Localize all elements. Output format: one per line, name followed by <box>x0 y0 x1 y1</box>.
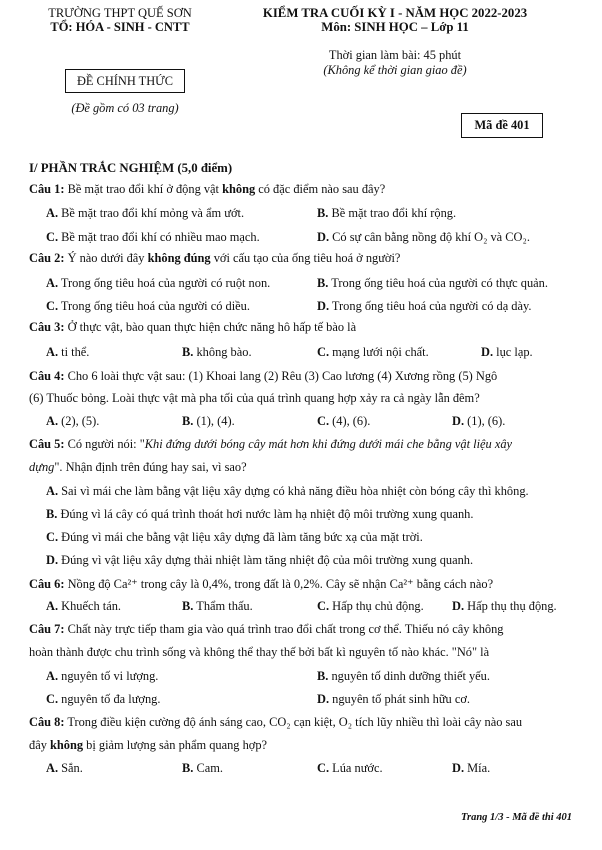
q3-option-a: A. ti thể. <box>46 345 90 359</box>
q8-post2: bị giảm lượng sản phẩm quang hợp? <box>83 738 268 752</box>
q4-label: Câu 4: <box>29 369 65 383</box>
department-name: TỔ: HÓA - SINH - CNTT <box>50 20 190 34</box>
q4-option-d: D. (1), (6). <box>452 414 506 428</box>
q7-option-a: A. nguyên tố vi lượng. <box>46 669 159 683</box>
question-1 <box>29 182 385 197</box>
q1-option-c: C. Bề mặt trao đổi khí có nhiều mao mạch. <box>46 230 260 244</box>
q3-option-c: C. mạng lưới nội chất. <box>317 345 429 359</box>
q1-option-d: D. Có sự cân bằng nồng độ khí O₂ và CO₂. <box>317 230 530 244</box>
q8-text: Trong điều kiện cường độ ánh sáng cao, CO₂ cạn kiệt, O₂ tích lũy nhiều thì loài cây nào sau <box>64 715 523 729</box>
question-7-line2: hoàn thành được chu trình sống và không thể thay thế bởi bất kì nguyên tố nào khác. "Nó" là <box>29 645 490 659</box>
exam-title: KIỂM TRA CUỐI KỲ I - NĂM HỌC 2022-2023 <box>262 6 528 20</box>
question-5 <box>29 437 512 452</box>
subject-line: Môn: SINH HỌC – Lớp 11 <box>321 20 469 34</box>
question-5-line2 <box>29 460 247 475</box>
pages-note: (Đề gồm có 03 trang) <box>71 101 179 115</box>
question-6 <box>29 576 493 592</box>
q7-text: Chất này trực tiếp tham gia vào quá trình trao đổi chất trong cơ thể. Thiếu nó cây không <box>64 622 504 636</box>
q1-option-a: A. Bề mặt trao đổi khí mỏng và ẩm ướt. <box>46 206 245 220</box>
q8-option-d: D. Mía. <box>452 761 491 775</box>
q5-option-a: A. Sai vì mái che làm bằng vật liệu xây dựng có khả năng điều hòa nhiệt còn bóng cây thì không. <box>46 484 529 498</box>
q5-option-c: C. Đúng vì mái che bằng vật liệu xây dựng đã làm tăng bức xạ của mặt trời. <box>46 530 423 544</box>
q8-label: Câu 8: <box>29 715 65 729</box>
q3-option-b: B. không bào. <box>182 345 252 359</box>
q6-option-c: C. Hấp thụ chủ động. <box>317 599 424 613</box>
q6-label: Câu 6: <box>29 577 65 591</box>
q8-option-b: B. Cam. <box>182 761 223 775</box>
q2-label: Câu 2: <box>29 251 65 265</box>
q2-post: với cấu tạo của ống tiêu hoá ở người? <box>210 251 401 265</box>
q2-option-a: A. Trong ống tiêu hoá của người có ruột non. <box>46 276 271 290</box>
q3-label: Câu 3: <box>29 320 65 334</box>
q5-quote-end: dựng <box>29 460 55 474</box>
q2-pre: Ý nào dưới đây <box>64 251 148 265</box>
q1-pre: Bề mặt trao đổi khí ở động vật <box>64 182 223 196</box>
official-label: ĐỀ CHÍNH THỨC <box>76 74 174 88</box>
section-title: I/ PHẦN TRẮC NGHIỆM (5,0 điểm) <box>29 161 233 175</box>
duration-note: (Không kể thời gian giao đề) <box>323 63 467 77</box>
q6-text: Nồng độ Ca²⁺ trong cây là 0,4%, trong đất là 0,2%. Cây sẽ nhận Ca²⁺ bằng cách nào? <box>64 577 494 591</box>
q7-option-b: B. nguyên tố dinh dưỡng thiết yếu. <box>317 669 490 683</box>
q1-bold: không <box>222 182 256 196</box>
q8-bold2: không <box>50 738 84 752</box>
official-box <box>65 69 185 93</box>
q7-option-c: C. nguyên tố đa lượng. <box>46 692 161 706</box>
question-4 <box>29 369 497 384</box>
q1-option-b: B. Bề mặt trao đổi khí rộng. <box>317 206 457 220</box>
q8-option-a: A. Sắn. <box>46 761 83 775</box>
q2-option-b: B. Trong ống tiêu hoá của người có thực quản. <box>317 276 548 290</box>
q4-option-c: C. (4), (6). <box>317 414 371 428</box>
question-3 <box>29 320 356 335</box>
q5-option-b: B. Đúng vì lá cây có quá trình thoát hơi nước làm hạ nhiệt độ môi trường xung quanh. <box>46 507 474 521</box>
q7-label: Câu 7: <box>29 622 65 636</box>
q1-post: có đặc điểm nào sau đây? <box>255 182 386 196</box>
q6-option-a: A. Khuếch tán. <box>46 599 122 613</box>
q6-option-d: D. Hấp thụ thụ động. <box>452 599 557 613</box>
question-8-line2 <box>29 738 267 753</box>
q7-option-d: D. nguyên tố phát sinh hữu cơ. <box>317 692 471 706</box>
question-7 <box>29 622 504 637</box>
q5-option-d: D. Đúng vì vật liệu xây dựng thải nhiệt làm tăng nhiệt độ của môi trường xung quanh. <box>46 553 474 567</box>
exam-code: Mã đề 401 <box>474 118 530 132</box>
q4-option-a: A. (2), (5). <box>46 414 100 428</box>
q5-quote: Khi đứng dưới bóng cây mát hơn khi đứng dưới mái che bằng vật liệu xây <box>144 437 513 451</box>
q4-option-b: B. (1), (4). <box>182 414 235 428</box>
q2-option-d: D. Trong ống tiêu hoá của người có dạ dày. <box>317 299 532 313</box>
question-4-line2: (6) Thuốc bỏng. Loài thực vật mà pha tối của quá trình quang hợp xảy ra cả ngày lẫn đêm? <box>29 391 480 405</box>
q2-bold: không đúng <box>147 251 211 265</box>
q5-label: Câu 5: <box>29 437 65 451</box>
q8-pre2: đây <box>29 738 50 752</box>
q5-pre: Có người nói: " <box>64 437 145 451</box>
duration-line: Thời gian làm bài: 45 phút <box>328 48 462 62</box>
page-footer: Trang 1/3 - Mã đề thi 401 <box>460 812 572 823</box>
q1-label: Câu 1: <box>29 182 65 196</box>
q8-option-c: C. Lúa nước. <box>317 761 383 775</box>
q2-option-c: C. Trong ống tiêu hoá của người có diều. <box>46 299 250 313</box>
q3-text: Ở thực vật, bào quan thực hiện chức năng hô hấp tế bào là <box>64 320 357 334</box>
q5-post: ". Nhận định trên đúng hay sai, vì sao? <box>54 460 247 474</box>
question-2 <box>29 251 400 266</box>
q4-text: Cho 6 loài thực vật sau: (1) Khoai lang (2) Rêu (3) Cao lương (4) Xương rồng (5) Ngô <box>64 369 498 383</box>
school-name: TRƯỜNG THPT QUẾ SƠN <box>48 6 192 20</box>
exam-code-box <box>461 113 543 138</box>
q6-option-b: B. Thẩm thấu. <box>182 599 253 613</box>
q3-option-d: D. lục lạp. <box>481 345 533 359</box>
question-8 <box>29 715 522 730</box>
